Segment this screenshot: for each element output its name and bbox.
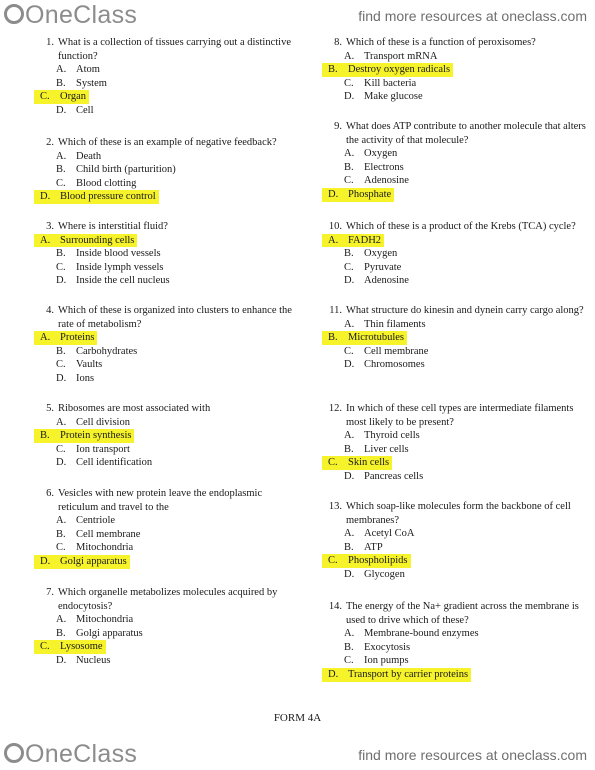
choice-letter: B. [56, 627, 66, 639]
answer-choice[interactable] [12, 104, 300, 118]
answer-choice[interactable] [12, 63, 300, 77]
choice-text: Ions [76, 372, 95, 384]
choice-letter: B. [344, 641, 354, 653]
question-number: 1. [46, 37, 54, 48]
question-5 [30, 402, 300, 470]
question-10 [318, 220, 588, 288]
choice-text: Cell [76, 104, 94, 116]
choice-letter: B. [56, 345, 66, 357]
choice-text: Golgi apparatus [60, 555, 127, 567]
question-stem [318, 36, 588, 50]
question-text: Which organelle metabolizes molecules acquired by endocytosis? [58, 587, 278, 612]
question-text: In which of these cell types are intermediate filaments most likely to be present? [346, 403, 574, 428]
question-stem [318, 220, 588, 234]
question-12 [318, 402, 588, 484]
choice-text: Cell division [76, 416, 130, 428]
choice-letter: C. [344, 655, 354, 667]
choice-text: Inside lymph vessels [76, 261, 164, 273]
choice-text: ATP [364, 541, 383, 553]
question-1 [30, 36, 300, 118]
question-3 [30, 220, 300, 288]
answer-choice[interactable] [300, 261, 588, 275]
choice-letter: A. [40, 234, 51, 246]
choice-letter: D. [40, 555, 51, 567]
answer-choice-correct[interactable] [300, 63, 588, 77]
answer-choice[interactable] [12, 274, 300, 288]
answer-choice[interactable] [12, 261, 300, 275]
choice-text: Mitochondria [76, 542, 134, 554]
choice-text: Thin filaments [364, 318, 426, 330]
choice-text: Blood clotting [76, 177, 137, 189]
choice-text: Carbohydrates [76, 345, 138, 357]
choice-letter: D. [344, 275, 355, 287]
answer-choice[interactable] [300, 77, 588, 91]
choice-text: Destroy oxygen radicals [348, 64, 451, 76]
choice-letter: D. [344, 470, 355, 482]
question-number: 7. [46, 587, 54, 598]
question-text: Ribosomes are most associated with [58, 403, 211, 414]
choice-text: Ion pumps [364, 655, 409, 667]
answer-choice[interactable] [12, 456, 300, 470]
choice-letter: C. [344, 175, 354, 187]
question-number: 2. [46, 137, 54, 148]
choice-letter: A. [56, 416, 67, 428]
choice-text: Inside the cell nucleus [76, 275, 170, 287]
choice-text: Golgi apparatus [76, 627, 143, 639]
choice-text: Centriole [76, 515, 116, 527]
question-2 [30, 136, 300, 204]
choice-letter: C. [56, 443, 66, 455]
question-7 [30, 586, 300, 668]
question-text: What structure do kinesin and dynein carry cargo along? [346, 305, 584, 316]
choice-letter: A. [344, 50, 355, 62]
choice-text: Cell membrane [76, 528, 141, 540]
choice-text: FADH2 [348, 234, 382, 246]
choice-text: Acetyl CoA [364, 528, 415, 540]
answer-choice[interactable] [300, 174, 588, 188]
question-text: Which of these is a product of the Krebs (TCA) cycle? [346, 221, 576, 232]
choice-letter: D. [56, 372, 67, 384]
answer-choice[interactable] [300, 50, 588, 64]
choice-letter: B. [344, 248, 354, 260]
answer-choice[interactable] [300, 429, 588, 443]
answer-choice[interactable] [300, 147, 588, 161]
choice-letter: D. [56, 654, 67, 666]
answer-choice[interactable] [300, 568, 588, 582]
choice-letter: C. [56, 542, 66, 554]
question-stem [30, 402, 300, 416]
choice-text: Proteins [60, 332, 95, 344]
choice-letter: D. [344, 91, 355, 103]
question-stem [318, 120, 588, 147]
choice-text: Skin cells [348, 457, 390, 469]
question-stem [318, 402, 588, 429]
question-text: Which of these is organized into clusters to enhance the rate of metabolism? [58, 305, 292, 330]
choice-text: Cell membrane [364, 345, 429, 357]
question-text: Which soap-like molecules form the backbone of cell membranes? [346, 501, 571, 526]
choice-text: Oxygen [364, 148, 398, 160]
choice-text: Phospholipids [348, 555, 408, 567]
choice-text: Exocytosis [364, 641, 411, 653]
answer-choice-correct[interactable] [12, 234, 300, 248]
answer-choice[interactable] [300, 345, 588, 359]
choice-letter: A. [56, 150, 67, 162]
choice-text: Transport mRNA [364, 50, 438, 62]
choice-letter: C. [344, 261, 354, 273]
choice-text: Organ [60, 91, 87, 103]
choice-letter: D. [40, 191, 51, 203]
choice-text: Pyruvate [364, 261, 402, 273]
answer-choice[interactable] [300, 90, 588, 104]
choice-text: Inside blood vessels [76, 248, 161, 260]
answer-choice[interactable] [12, 528, 300, 542]
answer-choice[interactable] [12, 613, 300, 627]
choice-text: Death [76, 150, 102, 162]
choice-letter: D. [56, 457, 67, 469]
choice-letter: A. [40, 332, 51, 344]
answer-choice[interactable] [300, 627, 588, 641]
answer-choice[interactable] [12, 345, 300, 359]
question-stem [30, 136, 300, 150]
answer-choice[interactable] [300, 641, 588, 655]
choice-text: Oxygen [364, 248, 398, 260]
choice-letter: D. [328, 668, 339, 680]
choice-letter: B. [344, 541, 354, 553]
answer-choice[interactable] [12, 514, 300, 528]
choice-letter: A. [56, 515, 67, 527]
answer-choice[interactable] [12, 372, 300, 386]
choice-letter: B. [56, 248, 66, 260]
footer-tagline[interactable]: find more resources at oneclass.com [358, 747, 587, 763]
question-stem [30, 304, 300, 331]
choice-text: Electrons [364, 161, 404, 173]
choice-text: Lysosome [60, 641, 103, 653]
question-11 [318, 304, 588, 372]
choice-text: Phosphate [348, 188, 392, 200]
question-number: 9. [334, 121, 342, 132]
answer-choice-correct[interactable] [12, 90, 300, 104]
question-stem [30, 586, 300, 613]
question-13 [318, 500, 588, 582]
choice-letter: B. [56, 164, 66, 176]
question-stem [30, 220, 300, 234]
choice-letter: A. [328, 234, 339, 246]
choice-text: Mitochondria [76, 614, 134, 626]
answer-choice[interactable] [12, 443, 300, 457]
answer-choice[interactable] [12, 77, 300, 91]
question-text: Where is interstitial fluid? [58, 221, 168, 232]
choice-letter: A. [56, 614, 67, 626]
choice-letter: A. [56, 64, 67, 76]
question-stem [318, 500, 588, 527]
choice-letter: C. [344, 77, 354, 89]
choice-letter: D. [344, 568, 355, 580]
question-number: 10. [328, 221, 342, 232]
choice-text: Adenosine [364, 275, 409, 287]
question-stem [30, 36, 300, 63]
choice-letter: A. [344, 148, 355, 160]
choice-letter: C. [40, 641, 50, 653]
question-4 [30, 304, 300, 386]
answer-choice-correct[interactable] [12, 190, 300, 204]
choice-text: Vaults [76, 359, 103, 371]
answer-choice-correct[interactable] [300, 331, 588, 345]
choice-text: Surrounding cells [60, 234, 135, 246]
answer-choice[interactable] [12, 358, 300, 372]
choice-letter: A. [344, 318, 355, 330]
choice-letter: C. [40, 91, 50, 103]
oneclass-logo: OneClass [4, 1, 137, 30]
question-number: 5. [46, 403, 54, 414]
choice-letter: C. [328, 555, 338, 567]
choice-text: Make glucose [364, 91, 423, 103]
question-number: 14. [328, 601, 342, 612]
choice-letter: D. [56, 275, 67, 287]
question-number: 11. [329, 305, 342, 316]
question-text: What does ATP contribute to another molecule that alters the activity of that molecule? [346, 121, 586, 146]
choice-text: System [76, 77, 107, 89]
choice-text: Liver cells [364, 443, 409, 455]
answer-choice[interactable] [300, 443, 588, 457]
question-14 [318, 600, 588, 682]
choice-text: Glycogen [364, 568, 405, 580]
answer-choice[interactable] [300, 161, 588, 175]
question-stem [30, 487, 300, 514]
oneclass-logo-icon [4, 4, 24, 24]
answer-choice[interactable] [300, 470, 588, 484]
answer-choice[interactable] [300, 318, 588, 332]
question-stem [318, 600, 588, 627]
choice-letter: B. [328, 64, 338, 76]
choice-letter: B. [40, 430, 50, 442]
answer-choice[interactable] [12, 416, 300, 430]
answer-choice-correct[interactable] [300, 234, 588, 248]
question-number: 13. [328, 501, 342, 512]
question-number: 3. [46, 221, 54, 232]
answer-choice[interactable] [300, 358, 588, 372]
question-stem [318, 304, 588, 318]
choice-letter: C. [56, 261, 66, 273]
choice-letter: D. [328, 188, 339, 200]
answer-choice[interactable] [12, 627, 300, 641]
header-tagline[interactable]: find more resources at oneclass.com [358, 8, 587, 24]
choice-text: Protein synthesis [60, 430, 132, 442]
answer-choice[interactable] [12, 654, 300, 668]
choice-letter: C. [56, 177, 66, 189]
choice-text: Ion transport [76, 443, 130, 455]
choice-text: Cell identification [76, 457, 153, 469]
question-text: What is a collection of tissues carrying out a distinctive function? [58, 37, 291, 62]
answer-choice-correct[interactable] [12, 640, 300, 654]
choice-text: Membrane-bound enzymes [364, 628, 479, 640]
choice-text: Atom [76, 64, 100, 76]
answer-choice-correct[interactable] [300, 668, 588, 682]
choice-text: Adenosine [364, 175, 409, 187]
choice-letter: A. [344, 528, 355, 540]
choice-text: Chromosomes [364, 359, 425, 371]
choice-letter: B. [328, 332, 338, 344]
question-9 [318, 120, 588, 202]
choice-letter: C. [328, 457, 338, 469]
oneclass-logo-footer: OneClass [4, 740, 137, 769]
question-text: Which of these is a function of peroxisomes? [346, 37, 536, 48]
choice-text: Microtubules [348, 332, 404, 344]
choice-letter: B. [344, 161, 354, 173]
choice-text: Transport by carrier proteins [348, 668, 469, 680]
question-number: 4. [46, 305, 54, 316]
choice-letter: A. [344, 628, 355, 640]
answer-choice-correct[interactable] [300, 456, 588, 470]
answer-choice[interactable] [300, 527, 588, 541]
question-text: Vesicles with new protein leave the endoplasmic reticulum and travel to the [58, 488, 263, 513]
answer-choice[interactable] [12, 177, 300, 191]
choice-letter: B. [56, 77, 66, 89]
answer-choice[interactable] [300, 247, 588, 261]
choice-letter: A. [344, 430, 355, 442]
choice-text: Blood pressure control [60, 191, 156, 203]
answer-choice[interactable] [300, 654, 588, 668]
answer-choice-correct[interactable] [300, 554, 588, 568]
choice-text: Nucleus [76, 654, 111, 666]
form-label: FORM 4A [273, 712, 322, 724]
choice-letter: B. [56, 528, 66, 540]
choice-text: Child birth (parturition) [76, 164, 176, 176]
answer-choice[interactable] [12, 150, 300, 164]
choice-text: Kill bacteria [364, 77, 417, 89]
question-text: The energy of the Na+ gradient across the membrane is used to drive which of these? [346, 601, 579, 626]
answer-choice-correct[interactable] [12, 331, 300, 345]
question-6 [30, 487, 300, 569]
choice-text: Pancreas cells [364, 470, 424, 482]
answer-choice[interactable] [300, 274, 588, 288]
answer-choice-correct[interactable] [12, 429, 300, 443]
choice-letter: C. [56, 359, 66, 371]
question-number: 8. [334, 37, 342, 48]
question-text: Which of these is an example of negative feedback? [58, 137, 277, 148]
oneclass-logo-icon [4, 743, 24, 763]
question-number: 6. [46, 488, 54, 499]
choice-letter: D. [56, 104, 67, 116]
choice-letter: C. [344, 345, 354, 357]
choice-letter: D. [344, 359, 355, 371]
question-8 [318, 36, 588, 104]
answer-choice[interactable] [12, 163, 300, 177]
choice-letter: B. [344, 443, 354, 455]
answer-choice[interactable] [12, 247, 300, 261]
choice-text: Thyroid cells [364, 430, 420, 442]
answer-choice-correct[interactable] [300, 188, 588, 202]
answer-choice[interactable] [12, 541, 300, 555]
answer-choice-correct[interactable] [12, 555, 300, 569]
question-number: 12. [328, 403, 342, 414]
answer-choice[interactable] [300, 541, 588, 555]
